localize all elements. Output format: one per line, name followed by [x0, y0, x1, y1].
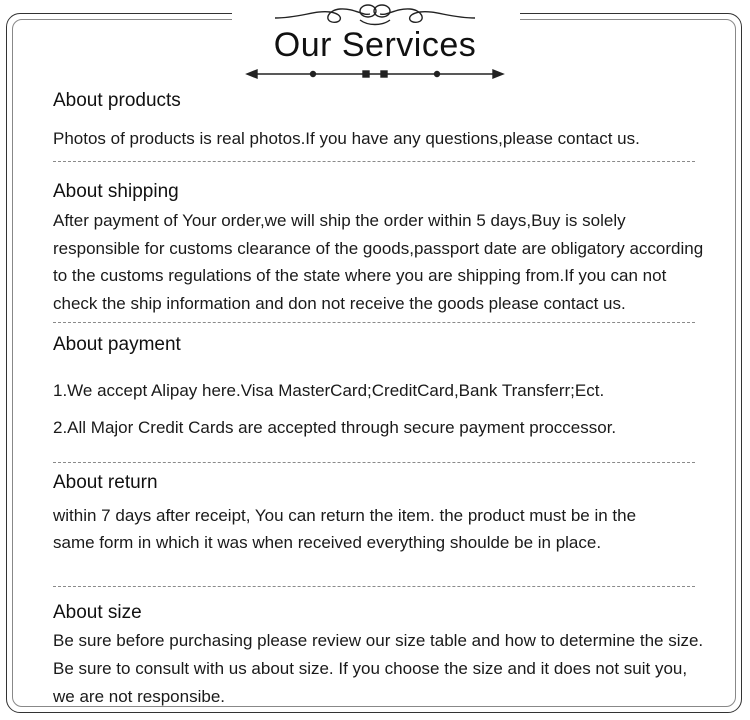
- section-heading: About shipping: [53, 181, 179, 202]
- section-heading: About payment: [53, 334, 181, 355]
- section-text-line: After payment of Your order,we will ship the order within 5 days,Buy is solely: [53, 211, 626, 230]
- section-text-line: Photos of products is real photos.If you have any questions,please contact us.: [53, 129, 640, 148]
- section-about-products: [53, 90, 733, 151]
- divider: [53, 462, 695, 463]
- divider: [53, 322, 695, 323]
- section-text-line: Be sure to consult with us about size. If you choose the size and it does not suit you,: [53, 659, 688, 678]
- page-title: Our Services: [273, 26, 477, 64]
- section-heading: About return: [53, 472, 158, 493]
- section-text-line: to the customs regulations of the state where you are shipping from.If you can not: [53, 266, 667, 285]
- section-text-line: 2.All Major Credit Cards are accepted through secure payment proccessor.: [53, 418, 617, 437]
- flourish-bottom-icon: [245, 66, 505, 82]
- section-heading: About size: [53, 602, 142, 623]
- section-text-line: same form in which it was when received everything shoulde be in place.: [53, 533, 602, 552]
- divider: [53, 161, 695, 162]
- section-about-shipping: [53, 181, 733, 317]
- section-text-line: 1.We accept Alipay here.Visa MasterCard;CreditCard,Bank Transferr;Ect.: [53, 381, 605, 400]
- section-about-payment: [53, 334, 733, 446]
- section-text-line: we are not responsibe.: [53, 687, 225, 706]
- section-about-size: [53, 602, 733, 711]
- section-text-line: Be sure before purchasing please review our size table and how to determine the size.: [53, 631, 704, 650]
- section-about-return: [53, 472, 733, 556]
- section-heading: About products: [53, 90, 181, 111]
- section-text-line: within 7 days after receipt, You can return the item. the product must be in the: [53, 506, 637, 525]
- divider: [53, 586, 695, 587]
- section-text-line: check the ship information and don not receive the goods please contact us.: [53, 293, 626, 313]
- section-text-line: responsible for customs clearance of the goods,passport date are obligatory according: [53, 238, 704, 258]
